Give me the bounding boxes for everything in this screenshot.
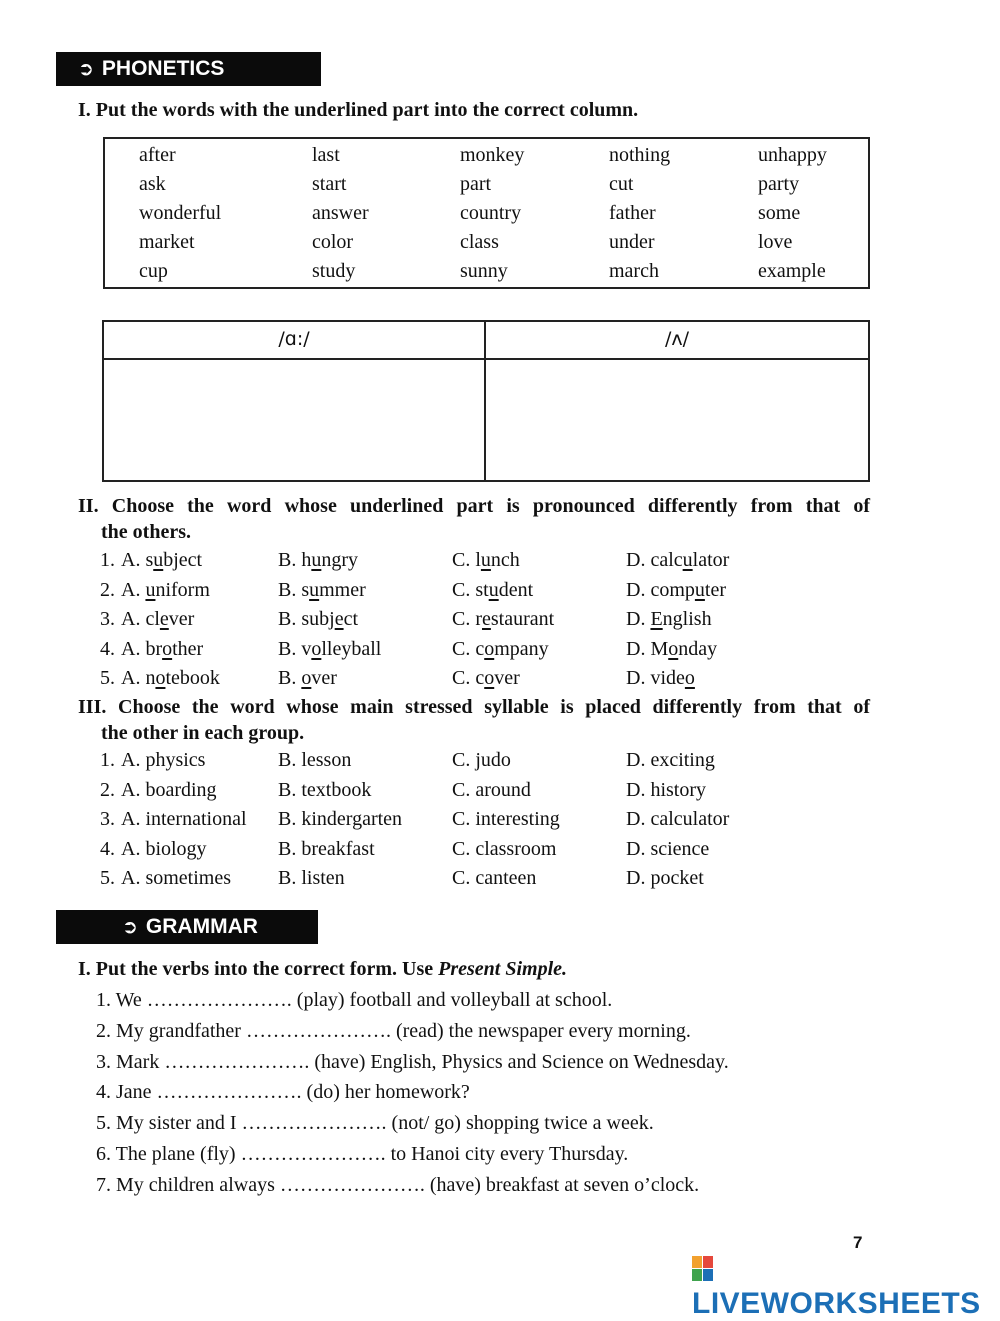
- answer-option[interactable]: B. textbook: [278, 778, 372, 801]
- word: country: [460, 202, 522, 224]
- answer-option[interactable]: C. student: [452, 578, 534, 601]
- question-number: 2.: [100, 578, 115, 601]
- answer-option[interactable]: B. volleyball: [278, 637, 382, 660]
- ex-number: II.: [78, 495, 99, 517]
- answer-option[interactable]: C. canteen: [452, 867, 537, 889]
- phonetics-banner-label: PHONETICS: [101, 57, 225, 80]
- word: start: [312, 173, 347, 195]
- answer-option[interactable]: B. summer: [278, 578, 366, 601]
- question-number: 3.: [100, 608, 115, 630]
- answer-option[interactable]: D. Monday: [626, 637, 718, 660]
- grammar-item[interactable]: 6. The plane (fly) …………………. to Hanoi city every Thursday.: [96, 1143, 629, 1165]
- answer-option[interactable]: D. history: [626, 778, 706, 801]
- ex3-line2: the other in each group.: [101, 722, 305, 744]
- answer-cell-a-long[interactable]: [104, 360, 484, 480]
- answer-option[interactable]: C. lunch: [452, 549, 520, 571]
- answer-option[interactable]: C. classroom: [452, 837, 557, 860]
- word-column-1: [139, 141, 221, 286]
- phonetics-banner: [56, 52, 321, 86]
- word-column-3: [460, 141, 524, 286]
- ex-instruction: Choose the word whose main stressed syllable is placed differently from that of: [118, 696, 871, 718]
- ex2-line2: the others.: [101, 521, 191, 543]
- answer-option[interactable]: D. exciting: [626, 749, 715, 771]
- underlined-part: u: [145, 578, 156, 601]
- answer-option[interactable]: B. over: [278, 667, 337, 689]
- liveworksheets-logo-icon: [692, 1256, 714, 1282]
- word: market: [139, 231, 195, 253]
- word: class: [460, 231, 499, 253]
- page-number: 7: [853, 1233, 863, 1252]
- word: part: [460, 173, 492, 195]
- word: under: [609, 231, 655, 253]
- answer-option[interactable]: A. subject: [121, 549, 203, 571]
- column-header-schwa: /ʌ/: [664, 328, 690, 350]
- ex-number: I.: [78, 99, 91, 121]
- question-number: 1.: [100, 549, 115, 571]
- word: color: [312, 231, 354, 253]
- ex-instruction: Put the verbs into the correct form. Use: [95, 958, 434, 980]
- answer-option[interactable]: B. hungry: [278, 549, 359, 571]
- underlined-part: u: [311, 549, 322, 571]
- answer-option[interactable]: D. calculator: [626, 549, 730, 571]
- answer-option[interactable]: D. calculator: [626, 808, 730, 830]
- word: answer: [312, 202, 369, 224]
- question-number: 4.: [100, 637, 115, 660]
- word: monkey: [460, 144, 525, 166]
- answer-option[interactable]: A. clever: [121, 608, 195, 630]
- question-number: 2.: [100, 778, 115, 801]
- answer-option[interactable]: D. English: [626, 608, 712, 630]
- underlined-part: o: [484, 667, 495, 689]
- word: unhappy: [758, 144, 827, 166]
- underlined-part: e: [482, 608, 491, 630]
- word-column-4: [609, 141, 670, 286]
- grammar-banner-label: GRAMMAR: [145, 915, 258, 938]
- word: march: [609, 260, 659, 282]
- word: last: [312, 144, 340, 166]
- word: cup: [139, 260, 168, 282]
- ex-instruction-italic: Present Simple.: [438, 958, 567, 980]
- word-box: [103, 137, 870, 289]
- word: father: [609, 202, 656, 224]
- answer-option[interactable]: A. boarding: [121, 778, 217, 801]
- question-number: 5.: [100, 667, 115, 689]
- answer-option[interactable]: B. subject: [278, 608, 359, 630]
- word-column-2: [312, 141, 369, 286]
- answer-option[interactable]: A. physics: [121, 749, 206, 771]
- underlined-part: o: [684, 667, 695, 689]
- grammar-banner: [56, 910, 318, 944]
- underlined-part: u: [694, 578, 705, 601]
- answer-option[interactable]: A. international: [121, 808, 247, 830]
- underlined-part: u: [153, 549, 164, 571]
- brand-logo[interactable]: [692, 1253, 1000, 1321]
- question-number: 3.: [100, 808, 115, 830]
- question-number: 5.: [100, 867, 115, 889]
- underlined-part: E: [650, 608, 663, 630]
- answer-option[interactable]: B. listen: [278, 867, 345, 889]
- underlined-part: u: [480, 549, 491, 571]
- word: party: [758, 173, 800, 195]
- answer-option[interactable]: C. cover: [452, 667, 520, 689]
- grammar-item[interactable]: 1. We …………………. (play) football and volleyball at school.: [96, 989, 613, 1011]
- question-number: 1.: [100, 749, 115, 771]
- word: wonderful: [139, 202, 222, 224]
- underlined-part: o: [484, 637, 495, 660]
- question-number: 4.: [100, 837, 115, 860]
- ex3-line1: [78, 694, 870, 720]
- answer-option[interactable]: C. restaurant: [452, 608, 555, 630]
- grammar-item[interactable]: 2. My grandfather …………………. (read) the newspaper every morning.: [96, 1020, 691, 1042]
- underlined-part: u: [309, 578, 320, 601]
- underlined-part: u: [682, 549, 693, 571]
- phonetics-ex3-heading: [78, 694, 870, 746]
- underlined-part: o: [668, 637, 679, 660]
- answer-option[interactable]: B. lesson: [278, 749, 352, 771]
- circled-arrow-icon: ➲: [122, 917, 138, 938]
- phonetics-ex2-heading: [78, 493, 870, 545]
- word: love: [758, 231, 793, 253]
- answer-option[interactable]: A. notebook: [121, 667, 220, 689]
- word-column-5: [758, 141, 827, 286]
- underlined-part: o: [162, 637, 173, 660]
- underlined-part: u: [488, 578, 499, 601]
- grammar-item[interactable]: 5. My sister and I …………………. (not/ go) shopping twice a week.: [96, 1112, 654, 1134]
- word: example: [758, 260, 826, 282]
- answer-cell-schwa[interactable]: [486, 360, 868, 480]
- ex2-line1: [78, 493, 870, 519]
- answer-option[interactable]: B. kindergarten: [278, 808, 403, 830]
- answer-option[interactable]: A. sometimes: [121, 867, 231, 889]
- answer-option[interactable]: B. breakfast: [278, 837, 375, 860]
- underlined-part: e: [159, 608, 169, 630]
- grammar-item[interactable]: 7. My children always …………………. (have) breakfast at seven o’clock.: [96, 1174, 700, 1196]
- answer-option[interactable]: D. video: [626, 667, 695, 689]
- answer-option[interactable]: D. computer: [626, 578, 726, 601]
- word: nothing: [609, 144, 671, 166]
- answer-option[interactable]: A. uniform: [121, 578, 210, 601]
- word: cut: [609, 173, 634, 195]
- ex-number: III.: [78, 696, 107, 718]
- underlined-part: o: [311, 637, 322, 660]
- brand-name: LIVEWORKSHEETS: [692, 1287, 981, 1320]
- answer-option[interactable]: A. biology: [121, 837, 207, 860]
- ex-instruction: Choose the word whose underlined part is pronounced differently from that of: [111, 495, 870, 517]
- answer-option[interactable]: A. brother: [121, 637, 204, 660]
- answer-option[interactable]: C. around: [452, 778, 531, 801]
- circled-arrow-icon: ➲: [78, 59, 94, 80]
- word: ask: [139, 173, 166, 195]
- column-header-a-long: /ɑ:/: [278, 328, 310, 350]
- underlined-part: o: [301, 667, 312, 689]
- sorting-table: [102, 320, 870, 482]
- answer-option[interactable]: C. company: [452, 637, 549, 660]
- phonetics-ex1-heading: [78, 97, 638, 123]
- underlined-part: e: [334, 608, 344, 630]
- underlined-part: o: [155, 667, 166, 689]
- grammar-ex1-heading: [78, 956, 567, 982]
- grammar-item[interactable]: 4. Jane …………………. (do) her homework?: [96, 1081, 470, 1103]
- word: sunny: [460, 260, 508, 282]
- answer-option[interactable]: C. judo: [452, 749, 511, 771]
- grammar-item[interactable]: 3. Mark …………………. (have) English, Physics and Science on Wednesday.: [96, 1051, 729, 1073]
- ex-number: I.: [78, 958, 91, 980]
- answer-option[interactable]: C. interesting: [452, 808, 560, 830]
- ex-instruction: Put the words with the underlined part into the correct column.: [95, 99, 639, 121]
- word: study: [312, 260, 356, 282]
- answer-option[interactable]: D. science: [626, 837, 710, 860]
- word: after: [139, 144, 176, 166]
- answer-option[interactable]: D. pocket: [626, 867, 704, 889]
- word: some: [758, 202, 801, 224]
